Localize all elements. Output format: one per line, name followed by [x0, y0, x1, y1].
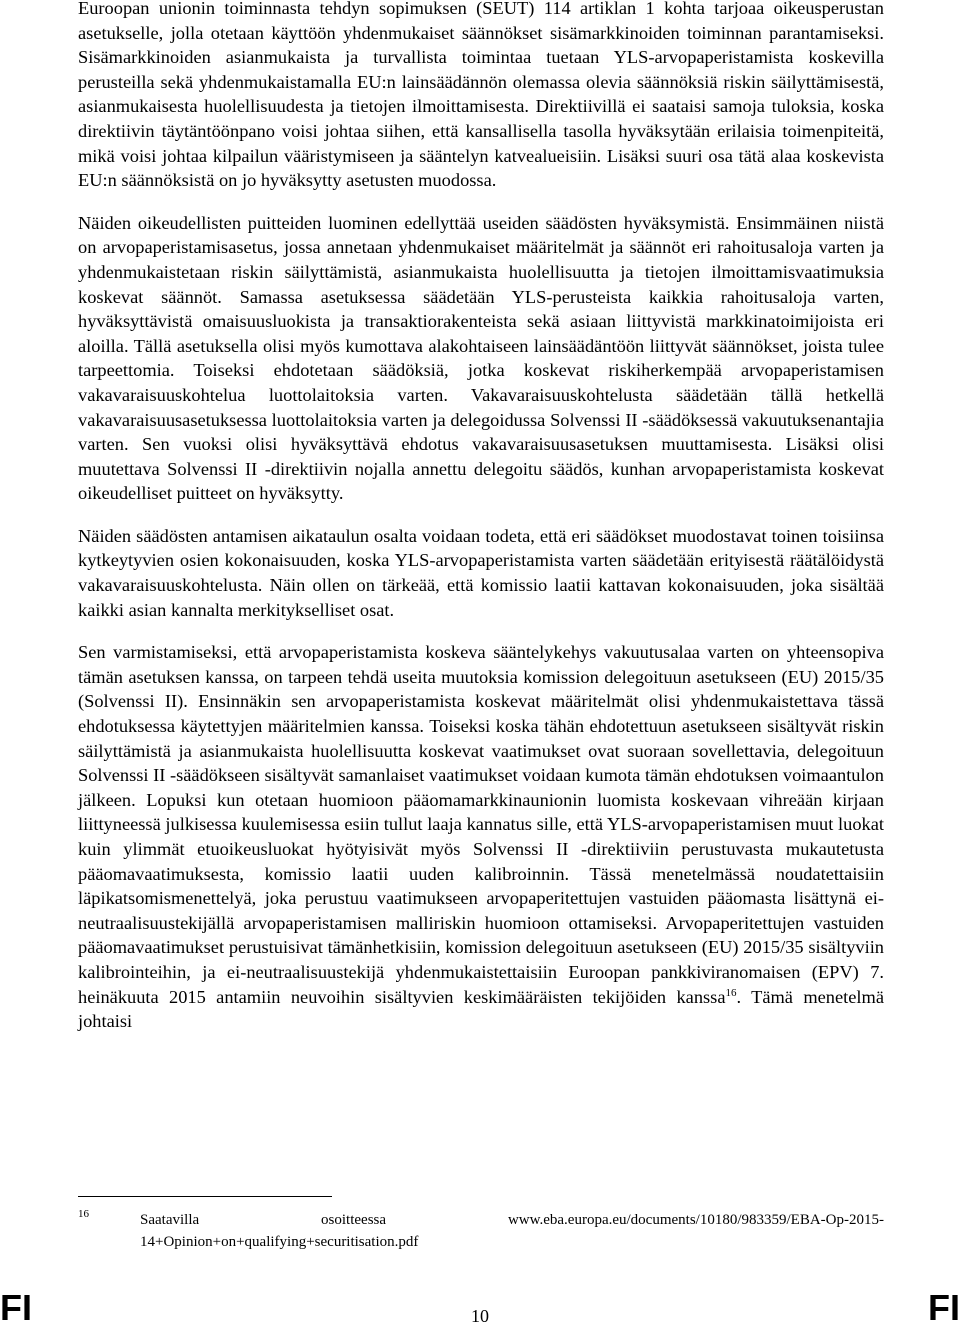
paragraph-solvency-ii [78, 640, 884, 1034]
paragraph-legal-framework: Näiden oikeudellisten puitteiden luominen edellyttää useiden säädösten hyväksymistä. Ensimmäinen niistä on arvopaperistamisasetus, jossa annetaan yhdenmukaiset määritelmät ja säännöt eri rahoitusaloja varten ja yhdenmukaistetaan riskin säilyttämistä, asianmukaista huolellisuutta ja tietojen ilmoittamisvaatimuksia koskevat säännöt. Samassa asetuksessa säädetään YLS-perusteista kaikkia rahoitusaloja varten, hyväksyttävistä omaisuusluokista ja transaktiorakenteista sekä asiaan liittyvistä markkinatoimijoista eri aloilla. Tällä asetuksella olisi myös kumottava alakohtaiseen lainsäädäntöön liittyvät säännökset, joista tulee tarpeettomia. Toiseksi ehdotetaan säädöksiä, jotka koskevat riskiherkempää arvopaperistamisen vakavaraisuuskohtelua luottolaitoksia varten. Vakavaraisuuskohtelusta säädetään tällä hetkellä vakavaraisuusasetuksessa luottolaitoksia varten ja delegoidussa Solvenssi II -säädöksessä vakuutuksenantajia varten. Sen vuoksi olisi hyväksyttävä ehdotus vakavaraisuusasetuksen muuttamisesta. Lisäksi olisi muutettava Solvenssi II -direktiivin nojalla annettu delegoitu säädös, kunhan arvopaperistamista koskevat oikeudelliset puitteet on hyväksytty. [78, 212, 884, 504]
language-code-left: FI [0, 1287, 32, 1328]
body-text [78, 0, 884, 1052]
page-number: 10 [471, 1306, 489, 1326]
footnote-separator [78, 1196, 332, 1197]
paragraph-solvency-ii-text: Sen varmistamiseksi, että arvopaperistamista koskeva sääntelykehys vakuutusalaa varten on yhteensopiva tämän asetuksen kanssa, on tarpeen tehdä useita muutoksia komission delegoituun asetukseen (EU) 2015/35 (Solvenssi II). Ensinnäkin sen arvopaperistamista koskevat määritelmät olisi yhdenmukaistettava tässä ehdotuksessa käytettyjen määritelmien kanssa. Toiseksi koska tähän ehdotettuun asetukseen sisältyvät riskin säilyttämistä ja asianmukaista huolellisuutta koskevat vaatimukset ovat suoraan sovellettavia, delegoituun Solvenssi II -säädökseen sisältyvät samanlaiset vaatimukset voidaan kumota tämän ehdotuksen voimaantulon jälkeen. Lopuksi kun otetaan huomioon pääomamarkkinaunionin luomista koskevaan vihreään kirjaan liittyneessä julkisessa kuulemisessa esiin tullut laaja kannatus sille, että YLS-arvopaperistamisen muut luokat kuin ylimmät etuoikeusluokat hyötyisivät myös Solvenssi II -direktiiviin perustuvasta mukautetusta pääomavaatimuksesta, komissio laatii uuden kalibroinnin. Tässä menetelmässä noudatettaisiin läpikatsomismenettelyä, joka perustuu vaatimukseen arvopaperitettujen vastuiden pääomasta lisättynä ei-neutraalisuustekijällä arvopaperistamisen malliriskin huomioon ottamiseksi. Arvopaperitettujen vastuiden pääomavaatimukset perustuisivat tämänhetkisiin, komission delegoituun asetukseen (EU) 2015/35 sisältyviin kalibrointeihin, ja ei-neutraalisuustekijä yhdenmukaistettaisiin Euroopan pankkiviranomaisen (EPV) 7. heinäkuuta 2015 antamiin neuvoihin sisältyvien keskimääräisten tekijöiden kanssa [78, 642, 884, 1007]
language-code-right: FI [928, 1287, 960, 1328]
footnote-number: 16 [78, 1208, 89, 1220]
footnote [78, 1209, 884, 1253]
footnote-text [140, 1209, 884, 1253]
paragraph-timing: Näiden säädösten antamisen aikataulun osalta voidaan todeta, että eri säädökset muodostavat toinen toisiinsa kytkeytyvien osien kokonaisuuden, koska YLS-arvopaperistamista varten säädetään erityisestä räätälöidystä vakavaraisuuskohtelusta. Näin ollen on tärkeää, että komissio laatii kattavan kokonaisuuden, joka sisältää kaikki asian kannalta merkitykselliset osat. [78, 525, 884, 620]
footnote-reference[interactable]: 16 [725, 986, 737, 999]
paragraph-solvency-ii-text-after: . Tämä menetelmä johtaisi [78, 986, 884, 1032]
footnote-line-2[interactable]: 14+Opinion+on+qualifying+securitisation.pdf [140, 1234, 419, 1250]
footnote-line-1[interactable]: Saatavilla osoitteessa www.eba.europa.eu/documents/10180/983359/EBA-Op-2015- [140, 1212, 884, 1228]
paragraph-legal-basis: Euroopan unionin toiminnasta tehdyn sopimuksen (SEUT) 114 artiklan 1 kohta tarjoaa oikeusperustan asetukselle, jolla otetaan käyttöön yhdenmukaiset säännökset sisämarkkinoiden toiminnan parantamiseksi. Sisämarkkinoiden asianmukaista ja turvallista toimintaa tuetaan YLS-arvopaperistamista koskevilla perusteilla sekä yhdenmukaistamalla EU:n lainsäädännön olemassa olevia säännöksiä riskin säilyttämisestä, asianmukaisesta huolellisuudesta ja tietojen ilmoittamisesta. Direktiivillä ei saataisi samoja tuloksia, koska direktiivin täytäntöönpano voisi johtaa siihen, että kansallisella tasolla hyväksytään erilaisia toimenpiteitä, mikä voisi johtaa kilpailun vääristymiseen ja sääntelyn katvealueisiin. Lisäksi suuri osa tätä alaa koskevista EU:n säännöksistä on jo hyväksytty asetusten muodossa. [78, 0, 884, 191]
